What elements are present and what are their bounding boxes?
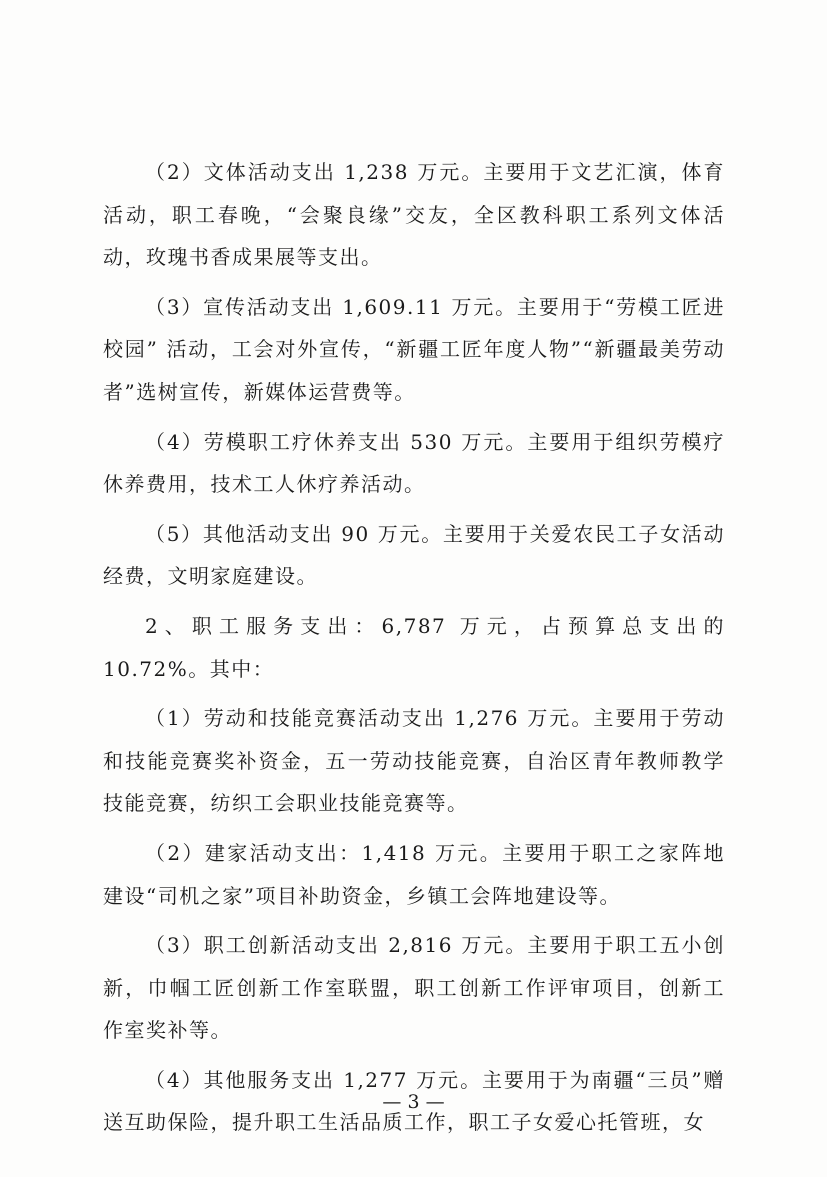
paragraph-skills-competition-expense: （1）劳动和技能竞赛活动支出 1,276 万元。主要用于劳动和技能竞赛奖补资金，五一劳动技能竞赛，自治区青年教师教学技能竞赛，纺织工会职业技能竞赛等。 [103, 706, 725, 816]
paragraph-innovation-expense: （3）职工创新活动支出 2,816 万元。主要用于职工五小创新，巾帼工匠创新工作室联盟，职工创新工作评审项目，创新工作室奖补等。 [103, 933, 725, 1043]
paragraph-other-activity-expense: （5）其他活动支出 90 万元。主要用于关爱农民工子女活动经费，文明家庭建设。 [103, 521, 725, 589]
paragraph-worker-service-expense: 2、职工服务支出：6,787 万元，占预算总支出的 10.72%。其中： [103, 613, 725, 681]
paragraph-model-worker-recuperation-expense: （4）劳模职工疗休养支出 530 万元。主要用于组织劳模疗休养费用，技术工人休疗养活动。 [103, 429, 725, 497]
paragraph-publicity-expense: （3）宣传活动支出 1,609.11 万元。主要用于“劳模工匠进校园” 活动，工会对外宣传，“新疆工匠年度人物”“新疆最美劳动者”选树宣传，新媒体运营费等。 [103, 294, 725, 404]
page-number: — 3 — [382, 1091, 445, 1113]
document-body [103, 151, 725, 1151]
paragraph-culture-sports-expense: （2）文体活动支出 1,238 万元。主要用于文艺汇演，体育活动，职工春晚，“会聚良缘”交友，全区教科职工系列文体活动，玫瑰书香成果展等支出。 [103, 160, 725, 270]
paragraph-other-service-expense: （4）其他服务支出 1,277 万元。主要用于为南疆“三员”赠送互助保险，提升职工生活品质工作，职工子女爱心托管班，女 [103, 1067, 725, 1135]
paragraph-home-building-expense: （2）建家活动支出：1,418 万元。主要用于职工之家阵地建设“司机之家”项目补助资金，乡镇工会阵地建设等。 [103, 840, 725, 908]
